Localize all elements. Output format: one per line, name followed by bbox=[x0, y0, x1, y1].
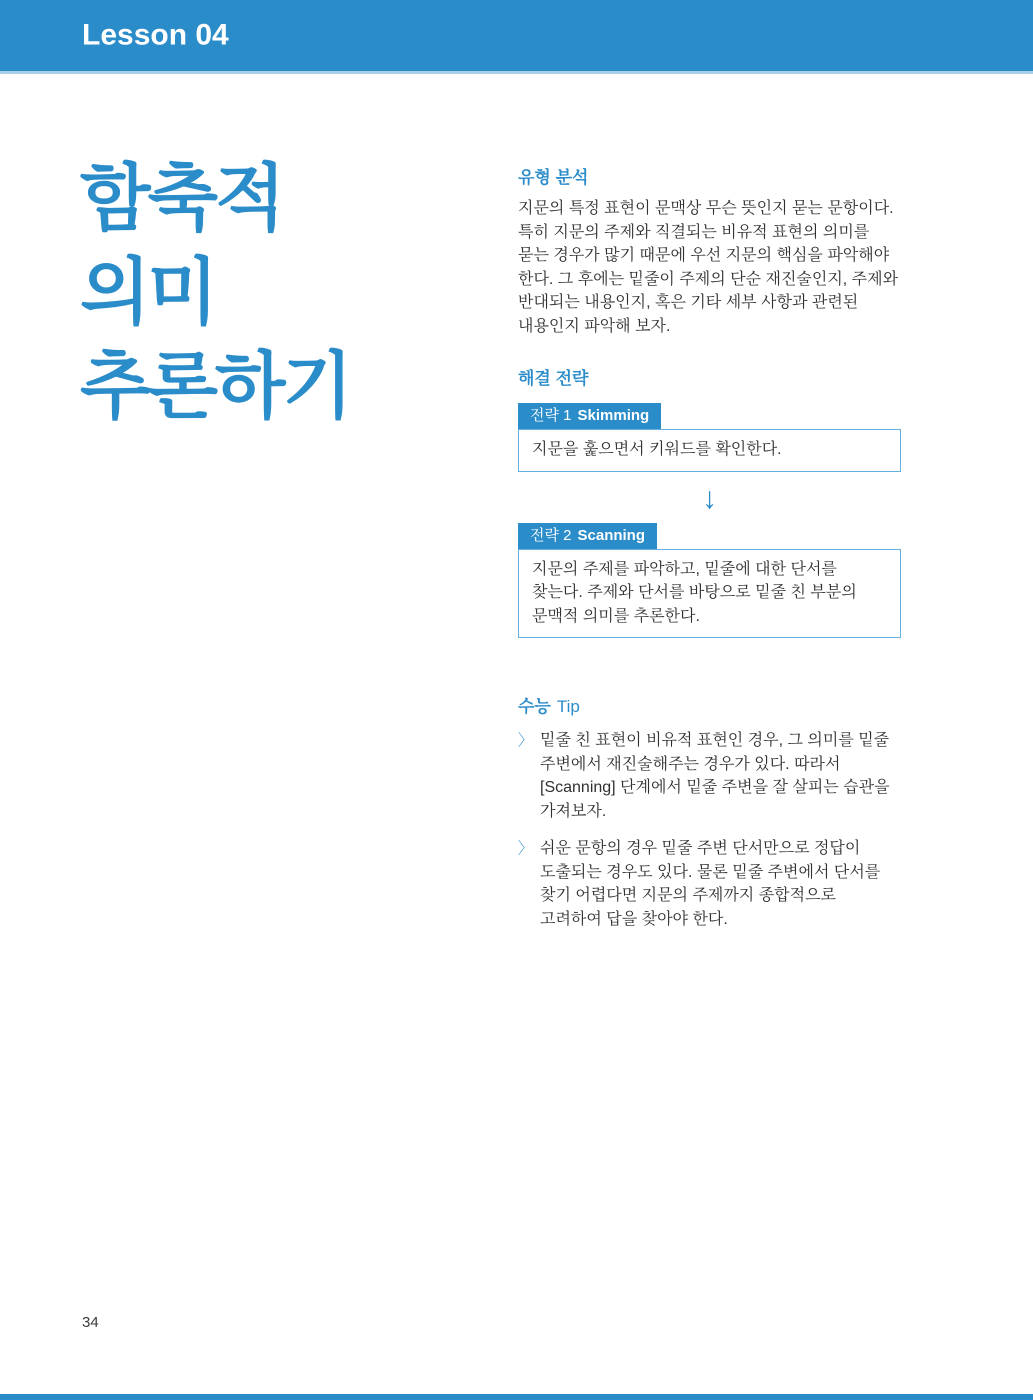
tip-item-1 bbox=[518, 729, 901, 823]
tip-heading-ko: 수능 bbox=[518, 697, 551, 716]
tip-list bbox=[518, 729, 901, 931]
strategy-step-1-label-prefix: 전략 1 bbox=[530, 407, 572, 424]
page-number: 34 bbox=[82, 1314, 99, 1331]
tip-section bbox=[518, 697, 901, 931]
tip-item-2 bbox=[518, 837, 901, 931]
type-analysis-heading: 유형 분석 bbox=[518, 168, 589, 187]
strategy-step-1-label-name: Skimming bbox=[577, 407, 650, 424]
tip-item-2-text: 쉬운 문항의 경우 밑줄 주변 단서만으로 정답이 도출되는 경우도 있다. 물론 밑줄 주변에서 단서를 찾기 어렵다면 지문의 주제까지 종합적으로 고려하여 답을 찾아야 한다. bbox=[540, 840, 881, 928]
strategy-step-1-description: 지문을 훑으면서 키워드를 확인한다. bbox=[532, 441, 782, 458]
page-title bbox=[80, 152, 350, 434]
title-line-2: 의미 bbox=[80, 252, 216, 333]
chevron-right-icon: 〉 bbox=[518, 838, 532, 858]
tip-heading-en: Tip bbox=[556, 697, 580, 716]
type-analysis-body: 지문의 특정 표현이 문맥상 무슨 뜻인지 묻는 문항이다. 특히 지문의 주제와 직결되는 비유적 표현의 의미를 묻는 경우가 많기 때문에 우선 지문의 핵심을 파악해야 한다. 그 후에는 밑줄이 주제의 단순 재진술인지, 주제와 반대되는 내용인지, 혹은 기타 세부 사항과 관련된 내용인지 파악해 보자. bbox=[518, 200, 899, 335]
strategy-step-2-description: 지문의 주제를 파악하고, 밑줄에 대한 단서를 찾는다. 주제와 단서를 바탕으로 밑줄 친 부분의 문맥적 의미를 추론한다. bbox=[532, 560, 857, 625]
strategy-step-1 bbox=[518, 403, 901, 472]
footer-bar bbox=[0, 1394, 1033, 1400]
lesson-header-bar bbox=[0, 0, 1033, 74]
strategy-step-1-box bbox=[518, 429, 901, 472]
title-line-3: 추론하기 bbox=[80, 346, 351, 427]
strategy-step-2-label-prefix: 전략 2 bbox=[530, 526, 572, 544]
strategy-step-2-box bbox=[518, 549, 901, 639]
tip-item-1-text: 밑줄 친 표현이 비유적 표현인 경우, 그 의미를 밑줄 주변에서 재진술해주는 경우가 있다. 따라서 [Scanning] 단계에서 밑줄 주변을 잘 살피는 습관을 가져보자. bbox=[540, 732, 890, 820]
tip-heading bbox=[518, 697, 901, 717]
strategy-step-2-label-name: Scanning bbox=[577, 526, 646, 544]
lesson-label: Lesson 04 bbox=[82, 17, 229, 51]
chevron-right-icon: 〉 bbox=[518, 730, 532, 750]
content-column bbox=[518, 168, 901, 945]
strategy-section bbox=[518, 369, 901, 638]
strategy-step-2 bbox=[518, 523, 901, 639]
strategy-step-2-label bbox=[518, 523, 657, 549]
down-arrow-icon: ↓ bbox=[702, 481, 717, 515]
type-analysis-section bbox=[518, 168, 901, 338]
strategy-step-1-label bbox=[518, 403, 661, 429]
title-line-1: 함축적 bbox=[80, 158, 283, 239]
strategy-heading: 해결 전략 bbox=[518, 369, 589, 388]
